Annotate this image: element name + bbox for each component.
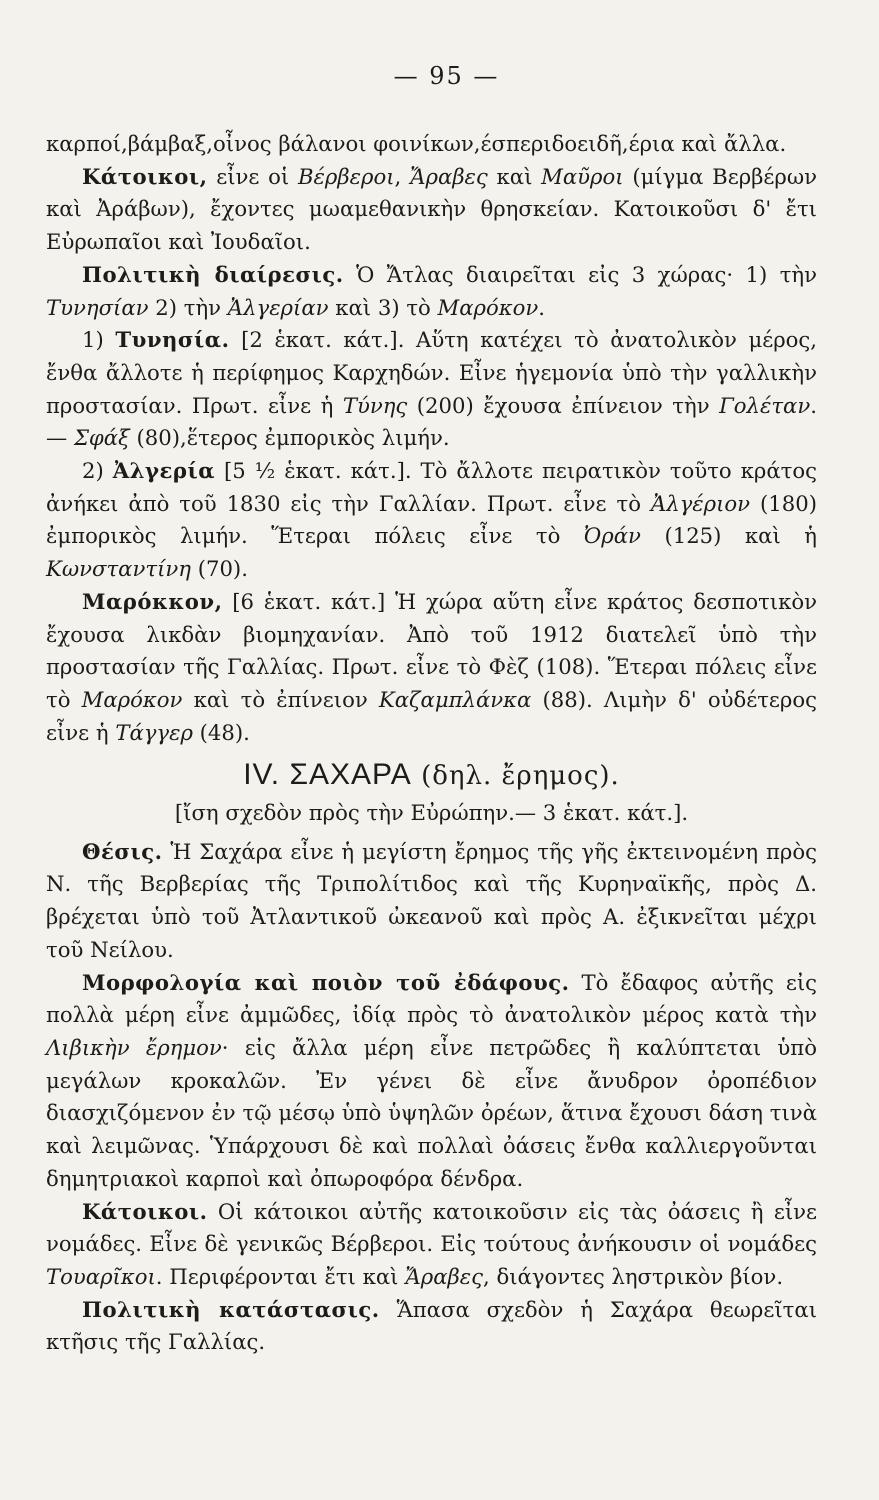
italic-run: Ἀλγερίαν (227, 294, 329, 320)
text-run: (70). (190, 556, 248, 582)
run-heading: Πολιτικὴ διαίρεσις. (82, 261, 344, 287)
text-run: καὶ (487, 163, 542, 189)
text-run: . (538, 294, 546, 320)
text-run: (200) ἔχουσα ἐπίνειον τὴν (407, 392, 720, 418)
paragraph-products (46, 128, 817, 161)
italic-run: Σφάξ (73, 425, 130, 451)
italic-run: Τουαρῖκοι (46, 1263, 156, 1289)
text-run: . — (46, 392, 817, 451)
run-heading: Πολιτικὴ κατάστασις. (82, 1296, 380, 1322)
text-run: Ὁ Ἄτλας διαιρεῖται εἰς 3 χώρας· 1) τὴν (343, 261, 817, 287)
text-run: , (394, 163, 410, 189)
text-run: [5 ½ ἑκατ. κάτ.]. Τὸ ἄλλοτε πειρατικὸν τοῦτο κράτος ἀνήκει ἀπὸ τοῦ 1830 εἰς τὴν Γαλλίαν. Πρωτ. εἶνε τὸ (46, 458, 817, 516)
italic-run: Ἄραβες (410, 163, 488, 189)
italic-run: Κωνσταντίνη (46, 556, 191, 582)
products-text: καρποί,βάμβαξ,οἶνος βάλανοι φοινίκων,έσπεριδοειδῆ,έρια καὶ ἄλλα. (46, 131, 787, 156)
paragraph-algeria (46, 455, 817, 586)
text-run: (80),ἕτερος ἐμπορικὸς λιμήν. (129, 425, 450, 451)
italic-run: Μαρόκον (81, 686, 183, 712)
text-run: (48). (192, 719, 250, 745)
text-run: (125) καὶ ἡ (640, 523, 817, 549)
italic-run: Ἄραβες (405, 1263, 483, 1289)
paragraph-inhabitants-sahara (46, 1196, 817, 1294)
text-run: καὶ 3) τὸ (328, 294, 438, 320)
text-run: εἶνε οἱ (207, 163, 298, 189)
text-run: [2 ἑκατ. κάτ.]. Αὕτη κατέχει τὸ ἀνατολικὸν μέρος, ἔνθα ἄλλοτε ἡ περίφημος Καρχηδών. Εἶνε ἡγεμονία ὑπὸ τὴν γαλλικὴν προστασίαν. Πρωτ. εἶνε ἡ (46, 327, 818, 418)
italic-run: Λιβικὴν ἔρημον (46, 1034, 222, 1060)
run-heading: Μαρόκκον, (82, 588, 223, 614)
text-run: Τὸ ἔδαφος αὐτῆς εἰς πολλὰ μέρη εἶνε ἀμμῶδες, ἰδίᾳ πρὸς τὸ ἀνατολικὸν μέρος κατὰ τὴν (46, 969, 817, 1028)
text-run: 2) τὴν (148, 294, 228, 320)
paragraph-political-division (46, 259, 817, 324)
text-run: . Περιφέρονται ἔτι καὶ (155, 1263, 406, 1289)
italic-run: Μαρόκον (437, 294, 539, 320)
italic-run: Τύνης (342, 392, 408, 418)
italic-run: Γολέταν (719, 392, 811, 418)
italic-run: Ἀλγέριον (650, 490, 751, 516)
paragraph-tunisia (46, 324, 817, 455)
text-run: (180) ἐμπορικὸς λιμήν. Ἕτεραι πόλεις εἶνε τὸ (46, 490, 817, 549)
run-heading: Θέσις. (82, 838, 163, 864)
section-title-sub: (δηλ. ἔρημος). (411, 761, 620, 792)
text-run: [6 ἑκατ. κάτ.] Ἡ χώρα αὕτη εἶνε κράτος δεσποτικὸν ἔχουσα λικδὰν βιομηχανίαν. Ἀπὸ τοῦ 1912 διατελεῖ ὑπὸ τὴν προστασίαν τῆς Γαλλίας. Πρωτ. εἶνε τὸ Φὲζ (108). Ἕτεραι πόλεις εἶνε τὸ (46, 588, 817, 712)
run-heading: Ἀλγερία (112, 458, 216, 484)
text-run: Οἱ κάτοικοι αὐτῆς κατοικοῦσιν εἰς τὰς ὀάσεις ἢ εἶνε νομάδες. Εἶνε δὲ γενικῶς Βέρβεροι. Εἰς τούτους ἀνήκουσιν οἱ νομάδες (46, 1198, 817, 1257)
italic-run: Τυνησίαν (46, 294, 149, 320)
italic-run: Καζαμπλάνκα (378, 686, 532, 712)
run-heading: Κάτοικοι. (82, 1198, 208, 1224)
paragraph-political-status (46, 1294, 817, 1359)
italic-run: Βέρβεροι (297, 163, 395, 189)
section-title-main: IV. ΣΑΧΑΡΑ (243, 758, 412, 792)
paragraph-position (46, 836, 817, 967)
section-title (46, 759, 817, 793)
paragraph-morphology (46, 967, 817, 1196)
text-run: · εἰς ἄλλα μέρη εἶνε πετρῶδες ἢ καλύπτεται ὑπὸ μεγάλων κροκαλῶν. Ἐν γένει δὲ εἶνε ἄνυδρον ὀροπέδιον διασχιζόμενον ἐν τῷ μέσῳ ὑπὸ ὑψηλῶν ὀρέων, ἅτινα ἔχουσι δάση τινὰ καὶ λειμῶνας. Ὑπάρχουσι δὲ καὶ πολλαὶ ὀάσεις ἔνθα καλλιεργοῦνται δημητριακοὶ καρποὶ καὶ ὀπωροφόρα δένδρα. (46, 1034, 817, 1191)
page-text (46, 128, 817, 1359)
run-heading: Τυνησία. (115, 327, 230, 353)
paragraph-morocco (46, 586, 817, 750)
text-run: (88). Λιμὴν δ' οὐδέτερος εἶνε ἡ (46, 686, 817, 745)
text-run: Ἡ Σαχάρα εἶνε ἡ μεγίστη ἔρημος τῆς γῆς ἐκτεινομένη πρὸς Ν. τῆς Βερβερίας τῆς Τριπολίτιδος καὶ τῆς Κυρηναϊκῆς, πρὸς Δ. βρέχεται ὑπὸ τοῦ Ἀτλαντικοῦ ὠκεανοῦ καὶ πρὸς Α. ἐξικνεῖται μέχρι τοῦ Νείλου. (46, 838, 817, 962)
text-run: καὶ τὸ ἐπίνειον (182, 686, 379, 712)
page-number: — 95 — (393, 62, 500, 90)
text-run: (μίγμα Βερβέρων καὶ Ἀράβων), ἔχοντες μωαμεθανικὴν θρησκείαν. Κατοικοῦσι δ' ἔτι Εὐρωπαῖοι καὶ Ἰουδαῖοι. (46, 163, 817, 255)
italic-run: Ὀράν (583, 523, 641, 549)
italic-run: Μαῦροι (541, 163, 624, 189)
italic-run: Τάγγερ (115, 719, 193, 745)
section-note: [ἴση σχεδὸν πρὸς τὴν Εὐρώπην.— 3 ἑκατ. κάτ.]. (174, 800, 689, 826)
run-heading: Κάτοικοι, (82, 163, 208, 189)
item-number: 2) (82, 458, 113, 484)
text-run: , διάγοντες ληστρικὸν βίον. (483, 1263, 784, 1289)
run-heading: Μορφολογία καὶ ποιὸν τοῦ ἐδάφους. (82, 969, 570, 995)
paragraph-inhabitants-atlas (46, 161, 817, 259)
text-run: Ἅπασα σχεδὸν ἡ Σαχάρα θεωρεῖται κτῆσις τῆς Γαλλίας. (46, 1296, 818, 1355)
item-number: 1) (82, 327, 116, 353)
